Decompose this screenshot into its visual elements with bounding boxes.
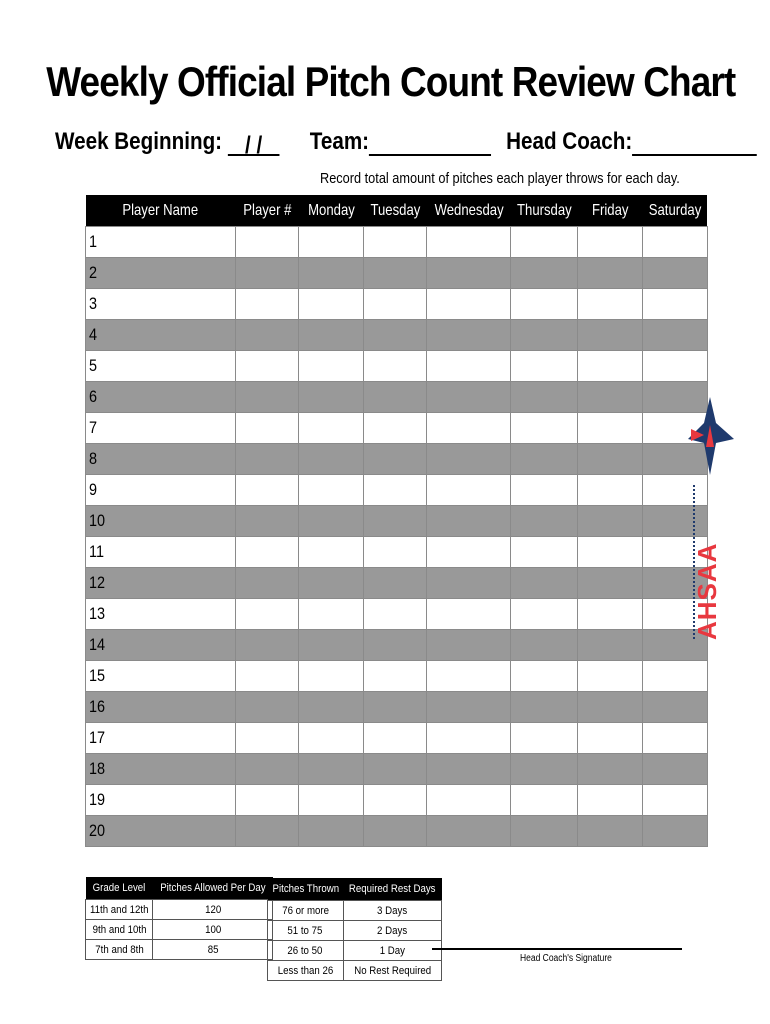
table-row bbox=[268, 961, 442, 981]
entry-cell[interactable] bbox=[364, 661, 427, 692]
table-row bbox=[86, 537, 708, 568]
entry-cell[interactable] bbox=[299, 382, 364, 413]
entry-cell[interactable] bbox=[427, 382, 511, 413]
entry-cell[interactable] bbox=[642, 692, 707, 723]
entry-cell[interactable] bbox=[642, 754, 707, 785]
entry-cell[interactable] bbox=[577, 289, 642, 320]
entry-cell[interactable] bbox=[577, 537, 642, 568]
entry-cell[interactable] bbox=[511, 537, 578, 568]
entry-cell[interactable] bbox=[236, 475, 299, 506]
table-row bbox=[86, 227, 708, 258]
entry-cell[interactable] bbox=[577, 599, 642, 630]
row-number: 11 bbox=[89, 542, 105, 561]
table-row bbox=[86, 920, 273, 940]
table-cell: 1 Day bbox=[343, 941, 441, 961]
player-name-cell[interactable] bbox=[86, 692, 236, 723]
table-cell: 3 Days bbox=[343, 901, 441, 921]
entry-cell[interactable] bbox=[364, 289, 427, 320]
table-row bbox=[86, 568, 708, 599]
table-row bbox=[86, 258, 708, 289]
entry-cell[interactable] bbox=[427, 506, 511, 537]
entry-cell[interactable] bbox=[577, 475, 642, 506]
entry-cell[interactable] bbox=[427, 289, 511, 320]
row-number: 3 bbox=[89, 294, 98, 313]
entry-cell[interactable] bbox=[364, 754, 427, 785]
row-number: 9 bbox=[89, 480, 98, 499]
entry-cell[interactable] bbox=[577, 661, 642, 692]
entry-cell[interactable] bbox=[299, 506, 364, 537]
ahsaa-logo bbox=[686, 395, 736, 650]
entry-cell[interactable] bbox=[427, 413, 511, 444]
week-beginning-field[interactable]: / / bbox=[228, 132, 280, 156]
entry-cell[interactable] bbox=[511, 444, 578, 475]
table-row bbox=[86, 754, 708, 785]
entry-cell[interactable] bbox=[511, 506, 578, 537]
table-row bbox=[86, 630, 708, 661]
entry-cell[interactable] bbox=[577, 568, 642, 599]
entry-cell[interactable] bbox=[427, 599, 511, 630]
table-cell: No Rest Required bbox=[343, 961, 441, 981]
entry-cell[interactable] bbox=[577, 630, 642, 661]
row-number: 18 bbox=[89, 759, 106, 778]
signature-label: Head Coach's Signature bbox=[520, 953, 612, 964]
entry-cell[interactable] bbox=[642, 289, 707, 320]
entry-cell[interactable] bbox=[364, 568, 427, 599]
table-cell: 9th and 10th bbox=[86, 920, 153, 940]
entry-cell[interactable] bbox=[236, 785, 299, 816]
entry-cell[interactable] bbox=[511, 413, 578, 444]
table-cell: Less than 26 bbox=[268, 961, 344, 981]
team-label: Team: bbox=[309, 128, 370, 155]
entry-cell[interactable] bbox=[577, 506, 642, 537]
player-name-cell[interactable] bbox=[86, 537, 236, 568]
rest-days-table bbox=[267, 878, 442, 981]
entry-cell[interactable] bbox=[427, 227, 511, 258]
entry-cell[interactable] bbox=[577, 258, 642, 289]
player-name-cell[interactable] bbox=[86, 227, 236, 258]
table-cell: 100 bbox=[153, 920, 273, 940]
entry-cell[interactable] bbox=[236, 816, 299, 847]
row-number: 14 bbox=[89, 635, 106, 654]
row-number: 13 bbox=[89, 604, 106, 623]
player-name-cell[interactable] bbox=[86, 568, 236, 599]
entry-cell[interactable] bbox=[511, 599, 578, 630]
player-name-cell[interactable] bbox=[86, 413, 236, 444]
row-number: 16 bbox=[89, 697, 106, 716]
col-tuesday: Tuesday bbox=[364, 195, 427, 227]
entry-cell[interactable] bbox=[642, 816, 707, 847]
entry-cell[interactable] bbox=[511, 630, 578, 661]
page-title: Weekly Official Pitch Count Review Chart bbox=[46, 58, 736, 105]
entry-cell[interactable] bbox=[299, 692, 364, 723]
entry-cell[interactable] bbox=[364, 475, 427, 506]
table-cell: 7th and 8th bbox=[86, 940, 153, 960]
entry-cell[interactable] bbox=[236, 537, 299, 568]
row-number: 17 bbox=[89, 728, 106, 747]
entry-cell[interactable] bbox=[427, 630, 511, 661]
row-number: 7 bbox=[89, 418, 98, 437]
entry-cell[interactable] bbox=[236, 320, 299, 351]
entry-cell[interactable] bbox=[577, 320, 642, 351]
entry-cell[interactable] bbox=[299, 754, 364, 785]
player-name-cell[interactable] bbox=[86, 723, 236, 754]
entry-cell[interactable] bbox=[364, 816, 427, 847]
player-name-cell[interactable] bbox=[86, 630, 236, 661]
row-number: 8 bbox=[89, 449, 98, 468]
entry-cell[interactable] bbox=[577, 413, 642, 444]
entry-cell[interactable] bbox=[236, 413, 299, 444]
entry-cell[interactable] bbox=[427, 258, 511, 289]
entry-cell[interactable] bbox=[364, 351, 427, 382]
entry-cell[interactable] bbox=[236, 723, 299, 754]
row-number: 5 bbox=[89, 356, 98, 375]
entry-cell[interactable] bbox=[511, 568, 578, 599]
entry-cell[interactable] bbox=[511, 320, 578, 351]
row-number: 20 bbox=[89, 821, 106, 840]
player-name-cell[interactable] bbox=[86, 320, 236, 351]
entry-cell[interactable] bbox=[364, 227, 427, 258]
entry-cell[interactable] bbox=[642, 785, 707, 816]
row-number: 15 bbox=[89, 666, 106, 685]
table-row bbox=[86, 661, 708, 692]
entry-cell[interactable] bbox=[236, 351, 299, 382]
entry-cell[interactable] bbox=[299, 661, 364, 692]
entry-cell[interactable] bbox=[577, 692, 642, 723]
table-row bbox=[86, 475, 708, 506]
entry-cell[interactable] bbox=[364, 692, 427, 723]
grade-level-header: Grade Level bbox=[86, 877, 153, 900]
table-cell: 51 to 75 bbox=[268, 921, 344, 941]
table-header-row bbox=[86, 195, 708, 227]
entry-cell[interactable] bbox=[577, 444, 642, 475]
table-cell: 2 Days bbox=[343, 921, 441, 941]
entry-cell[interactable] bbox=[299, 475, 364, 506]
entry-cell[interactable] bbox=[299, 444, 364, 475]
col-wednesday: Wednesday bbox=[427, 195, 511, 227]
table-row bbox=[268, 941, 442, 961]
table-cell: 11th and 12th bbox=[86, 900, 153, 920]
entry-cell[interactable] bbox=[642, 661, 707, 692]
row-number: 10 bbox=[89, 511, 106, 530]
player-name-cell[interactable] bbox=[86, 351, 236, 382]
entry-cell[interactable] bbox=[236, 258, 299, 289]
table-row bbox=[86, 413, 708, 444]
entry-cell[interactable] bbox=[511, 351, 578, 382]
entry-cell[interactable] bbox=[642, 258, 707, 289]
col-monday: Monday bbox=[299, 195, 364, 227]
table-row bbox=[86, 816, 708, 847]
entry-cell[interactable] bbox=[577, 382, 642, 413]
entry-cell[interactable] bbox=[511, 289, 578, 320]
entry-cell[interactable] bbox=[236, 382, 299, 413]
entry-cell[interactable] bbox=[427, 816, 511, 847]
table-row bbox=[86, 351, 708, 382]
entry-cell[interactable] bbox=[236, 444, 299, 475]
entry-cell[interactable] bbox=[511, 227, 578, 258]
grade-level-table bbox=[85, 877, 273, 960]
entry-cell[interactable] bbox=[236, 227, 299, 258]
entry-cell[interactable] bbox=[427, 320, 511, 351]
team-field[interactable] bbox=[369, 132, 491, 156]
entry-cell[interactable] bbox=[642, 320, 707, 351]
head-coach-field[interactable] bbox=[632, 132, 757, 156]
entry-cell[interactable] bbox=[299, 227, 364, 258]
entry-cell[interactable] bbox=[364, 444, 427, 475]
entry-cell[interactable] bbox=[236, 568, 299, 599]
header-fields bbox=[55, 128, 757, 159]
entry-cell[interactable] bbox=[511, 816, 578, 847]
entry-cell[interactable] bbox=[299, 568, 364, 599]
player-name-cell[interactable] bbox=[86, 258, 236, 289]
table-row bbox=[86, 692, 708, 723]
signature-line[interactable] bbox=[432, 948, 682, 950]
entry-cell[interactable] bbox=[364, 630, 427, 661]
table-row bbox=[86, 785, 708, 816]
entry-cell[interactable] bbox=[236, 754, 299, 785]
player-name-cell[interactable] bbox=[86, 289, 236, 320]
entry-cell[interactable] bbox=[299, 785, 364, 816]
entry-cell[interactable] bbox=[364, 320, 427, 351]
entry-cell[interactable] bbox=[577, 351, 642, 382]
table-row bbox=[86, 444, 708, 475]
entry-cell[interactable] bbox=[511, 723, 578, 754]
entry-cell[interactable] bbox=[427, 754, 511, 785]
entry-cell[interactable] bbox=[299, 537, 364, 568]
player-name-cell[interactable] bbox=[86, 506, 236, 537]
entry-cell[interactable] bbox=[511, 475, 578, 506]
player-name-cell[interactable] bbox=[86, 785, 236, 816]
star-icon bbox=[686, 395, 736, 645]
entry-cell[interactable] bbox=[364, 723, 427, 754]
entry-cell[interactable] bbox=[511, 692, 578, 723]
entry-cell[interactable] bbox=[577, 816, 642, 847]
player-name-cell[interactable] bbox=[86, 661, 236, 692]
table-row bbox=[86, 506, 708, 537]
col-player-name: Player Name bbox=[86, 195, 236, 227]
required-rest-header: Required Rest Days bbox=[343, 878, 441, 901]
table-row bbox=[86, 599, 708, 630]
table-row bbox=[86, 940, 273, 960]
table-cell: 120 bbox=[153, 900, 273, 920]
table-cell: 26 to 50 bbox=[268, 941, 344, 961]
entry-cell[interactable] bbox=[364, 785, 427, 816]
player-name-cell[interactable] bbox=[86, 475, 236, 506]
entry-cell[interactable] bbox=[364, 599, 427, 630]
table-row bbox=[268, 901, 442, 921]
pitches-thrown-header: Pitches Thrown bbox=[268, 878, 344, 901]
entry-cell[interactable] bbox=[577, 227, 642, 258]
instruction-text: Record total amount of pitches each player throws for each day. bbox=[320, 170, 680, 187]
entry-cell[interactable] bbox=[511, 258, 578, 289]
entry-cell[interactable] bbox=[236, 599, 299, 630]
entry-cell[interactable] bbox=[299, 320, 364, 351]
entry-cell[interactable] bbox=[577, 723, 642, 754]
entry-cell[interactable] bbox=[364, 258, 427, 289]
entry-cell[interactable] bbox=[577, 785, 642, 816]
entry-cell[interactable] bbox=[299, 351, 364, 382]
col-thursday: Thursday bbox=[511, 195, 578, 227]
table-row bbox=[86, 289, 708, 320]
col-friday: Friday bbox=[577, 195, 642, 227]
entry-cell[interactable] bbox=[427, 785, 511, 816]
player-name-cell[interactable] bbox=[86, 754, 236, 785]
player-name-cell[interactable] bbox=[86, 382, 236, 413]
table-cell: 85 bbox=[153, 940, 273, 960]
entry-cell[interactable] bbox=[236, 692, 299, 723]
entry-cell[interactable] bbox=[299, 723, 364, 754]
entry-cell[interactable] bbox=[511, 785, 578, 816]
entry-cell[interactable] bbox=[364, 413, 427, 444]
entry-cell[interactable] bbox=[427, 661, 511, 692]
entry-cell[interactable] bbox=[299, 289, 364, 320]
player-name-cell[interactable] bbox=[86, 444, 236, 475]
entry-cell[interactable] bbox=[511, 661, 578, 692]
entry-cell[interactable] bbox=[642, 723, 707, 754]
entry-cell[interactable] bbox=[642, 227, 707, 258]
week-beginning-label: Week Beginning: bbox=[55, 128, 223, 155]
entry-cell[interactable] bbox=[299, 413, 364, 444]
entry-cell[interactable] bbox=[427, 351, 511, 382]
row-number: 1 bbox=[89, 232, 98, 251]
entry-cell[interactable] bbox=[427, 692, 511, 723]
col-player-number: Player # bbox=[236, 195, 299, 227]
row-number: 2 bbox=[89, 263, 98, 282]
row-number: 6 bbox=[89, 387, 98, 406]
row-number: 12 bbox=[89, 573, 106, 592]
head-coach-label: Head Coach: bbox=[506, 128, 633, 155]
entry-cell[interactable] bbox=[427, 444, 511, 475]
row-number: 19 bbox=[89, 790, 106, 809]
pitch-count-table bbox=[85, 195, 708, 847]
entry-cell[interactable] bbox=[236, 289, 299, 320]
entry-cell[interactable] bbox=[511, 754, 578, 785]
entry-cell[interactable] bbox=[299, 630, 364, 661]
logo-wordmark: AHSAA bbox=[692, 542, 722, 640]
entry-cell[interactable] bbox=[427, 475, 511, 506]
entry-cell[interactable] bbox=[299, 816, 364, 847]
entry-cell[interactable] bbox=[236, 661, 299, 692]
table-row bbox=[86, 382, 708, 413]
entry-cell[interactable] bbox=[236, 630, 299, 661]
entry-cell[interactable] bbox=[364, 506, 427, 537]
entry-cell[interactable] bbox=[427, 723, 511, 754]
entry-cell[interactable] bbox=[364, 382, 427, 413]
entry-cell[interactable] bbox=[427, 568, 511, 599]
col-saturday: Saturday bbox=[642, 195, 707, 227]
table-row bbox=[86, 900, 273, 920]
table-cell: 76 or more bbox=[268, 901, 344, 921]
entry-cell[interactable] bbox=[642, 351, 707, 382]
row-number: 4 bbox=[89, 325, 98, 344]
entry-cell[interactable] bbox=[427, 537, 511, 568]
player-name-cell[interactable] bbox=[86, 599, 236, 630]
entry-cell[interactable] bbox=[299, 258, 364, 289]
entry-cell[interactable] bbox=[236, 506, 299, 537]
entry-cell[interactable] bbox=[577, 754, 642, 785]
pitches-allowed-header: Pitches Allowed Per Day bbox=[153, 877, 273, 900]
table-row bbox=[86, 723, 708, 754]
entry-cell[interactable] bbox=[364, 537, 427, 568]
entry-cell[interactable] bbox=[511, 382, 578, 413]
table-row bbox=[268, 921, 442, 941]
entry-cell[interactable] bbox=[299, 599, 364, 630]
table-row bbox=[86, 320, 708, 351]
player-name-cell[interactable] bbox=[86, 816, 236, 847]
